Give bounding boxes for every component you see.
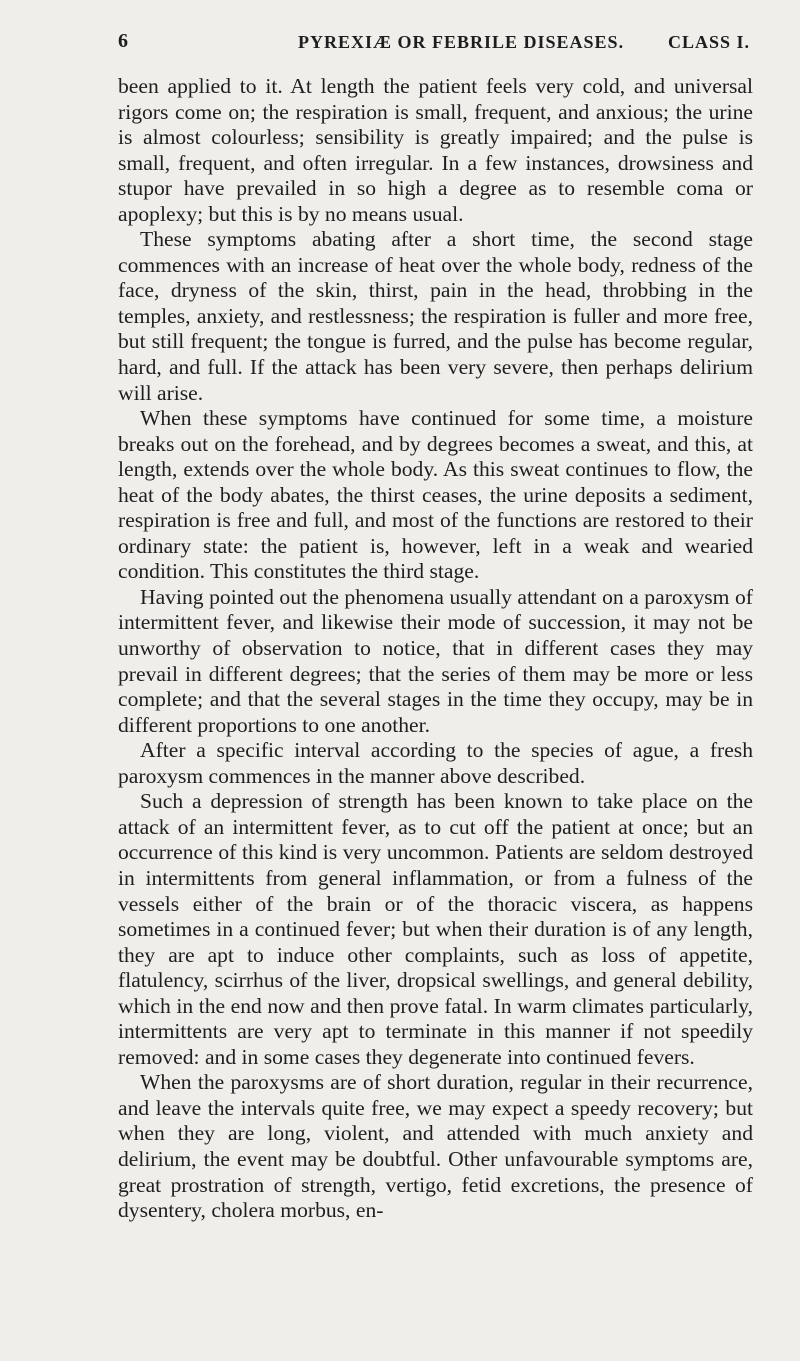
paragraph-6: Such a depression of strength has been known to take place on the attack of an intermittent fever, as to cut off the patient at once; but an occurrence of this kind is very uncommon. Patients are seldom destroyed in intermittents from general inflammation, or from a fulness of the vessels either of the brain or of the thoracic viscera, as happens sometimes in a continued fever; but when their duration is of any length, they are apt to induce other complaints, such as loss of appetite, flatulency, scirrhus of the liver, dropsical swellings, and general debility, which in the end now and then prove fatal. In warm climates particularly, intermittents are very apt to terminate in this manner if not speedily removed: and in some cases they degenerate into continued fevers.: [118, 789, 753, 1069]
paragraph-3: When these symptoms have continued for some time, a moisture breaks out on the forehead, and by degrees becomes a sweat, and this, at length, extends over the whole body. As this sweat continues to flow, the heat of the body abates, the thirst ceases, the urine deposits a sediment, respiration is free and full, and most of the functions are restored to their ordinary state: the patient is, however, left in a weak and wearied condition. This constitutes the third stage.: [118, 406, 753, 584]
paragraph-2: These symptoms abating after a short time, the second stage commences with an increase of heat over the whole body, redness of the face, dryness of the skin, thirst, pain in the head, throbbing in the temples, anxiety, and restlessness; the respiration is fuller and more free, but still frequent; the tongue is furred, and the pulse has become regular, hard, and full. If the attack has been very severe, then perhaps delirium will arise.: [118, 227, 753, 405]
running-title: PYREXIÆ OR FEBRILE DISEASES.: [298, 32, 625, 52]
running-header: [118, 30, 750, 58]
page-number: 6: [118, 30, 129, 52]
paragraph-7: When the paroxysms are of short duration, regular in their recurrence, and leave the intervals quite free, we may expect a speedy recovery; but when they are long, violent, and attended with much anxiety and delirium, the event may be doubtful. Other unfavourable symptoms are, great prostration of strength, vertigo, fetid excretions, the presence of dysentery, cholera morbus, en-: [118, 1070, 753, 1223]
paragraph-5: After a specific interval according to the species of ague, a fresh paroxysm commences in the manner above described.: [118, 738, 753, 788]
body-text: [118, 74, 753, 1224]
paragraph-4: Having pointed out the phenomena usually attendant on a paroxysm of intermittent fever, and likewise their mode of succession, it may not be unworthy of observation to notice, that in different cases they may prevail in different degrees; that the series of them may be more or less complete; and that the several stages in the time they occupy, may be in different proportions to one another.: [118, 584, 753, 737]
class-label: CLASS I.: [667, 32, 750, 52]
paragraph-1: been applied to it. At length the patient feels very cold, and universal rigors come on; the respiration is small, frequent, and anxious; the urine is almost colourless; sensibility is greatly impaired; and the pulse is small, frequent, and often irregular. In a few instances, drowsiness and stupor have prevailed in so high a degree as to resemble coma or apoplexy; but this is by no means usual.: [118, 74, 753, 226]
